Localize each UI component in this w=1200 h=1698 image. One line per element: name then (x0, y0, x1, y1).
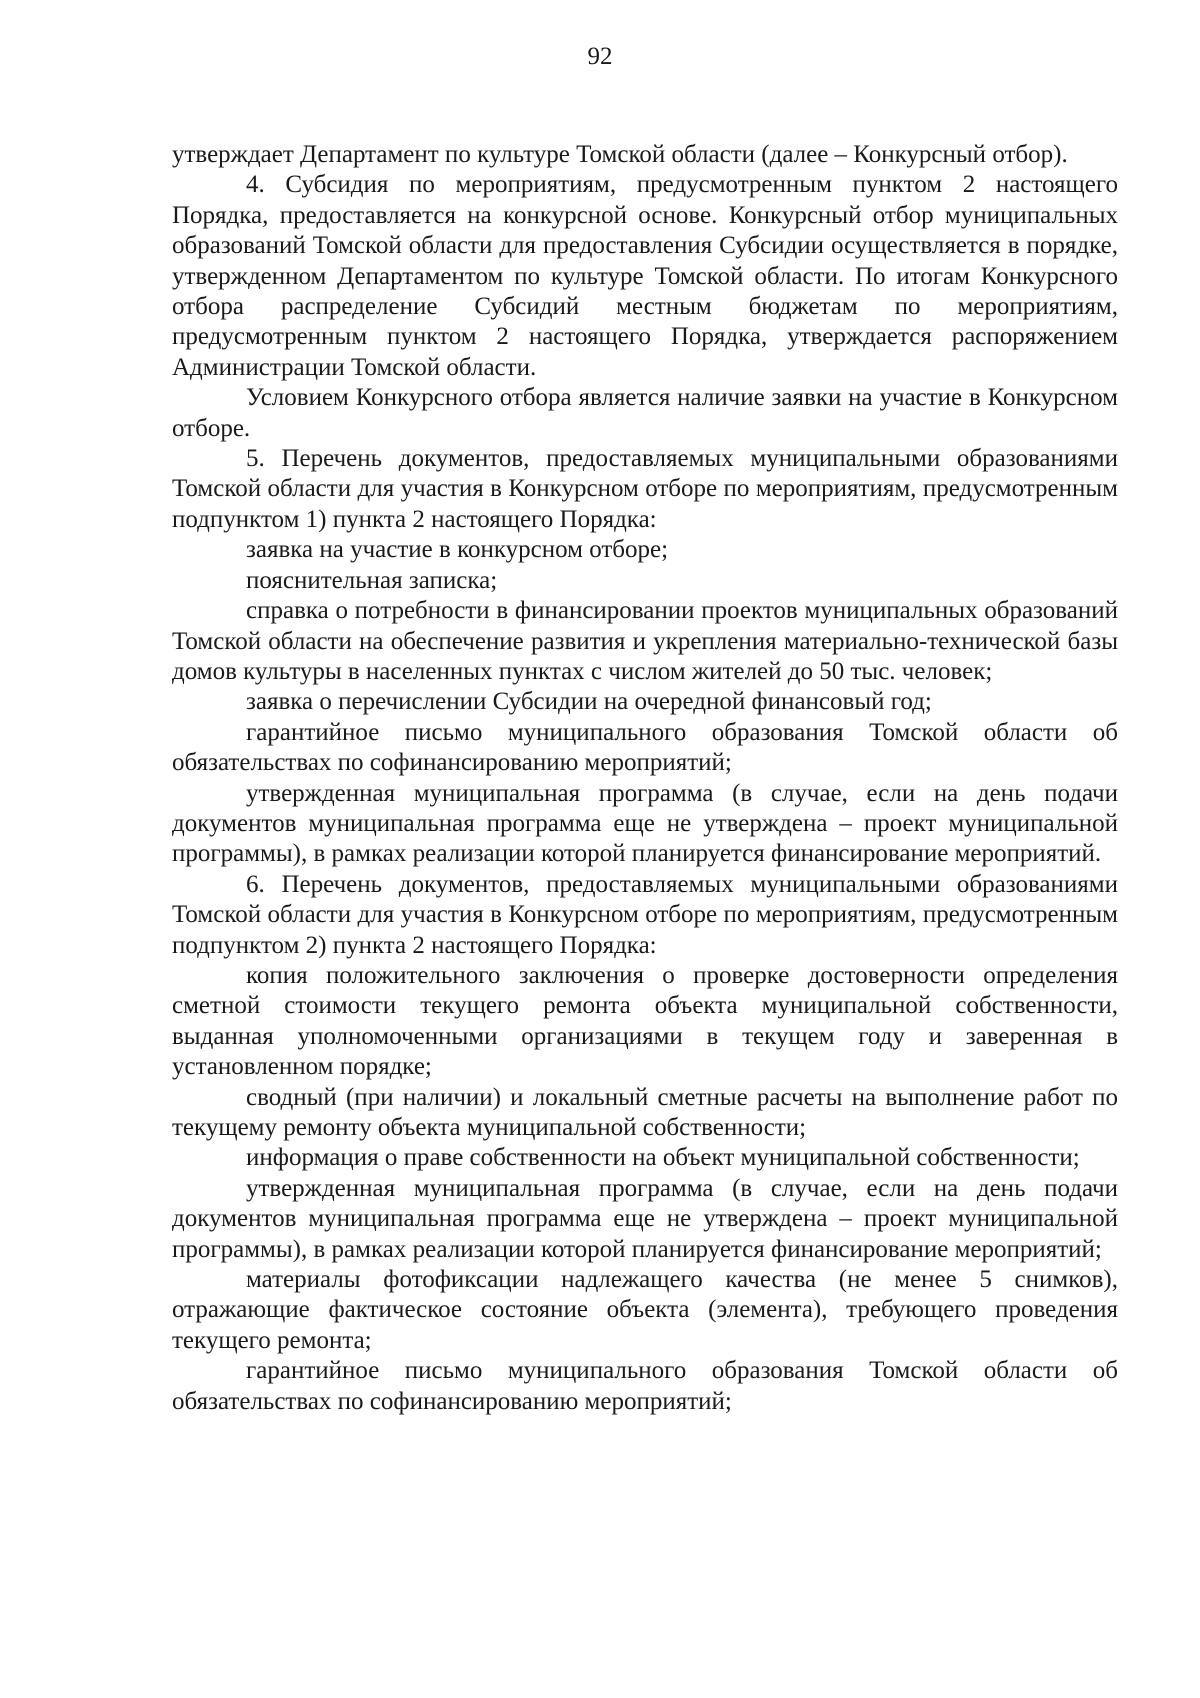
list-item: справка о потребности в финансировании проектов муниципальных образований Томской области на обеспечение развития и укрепления материально-технической базы домов культуры в населенных пунктах с числом жителей до 50 тыс. человек; (172, 597, 1118, 685)
page-number: 92 (587, 43, 613, 70)
list-item: заявка на участие в конкурсном отборе; (246, 536, 669, 564)
paragraph-item-6: 6. Перечень документов, предоставляемых муниципальными образованиями Томской области для участия в Конкурсном отборе по мероприятиям, предусмотренным подпунктом 2) пункта 2 настоящего Порядка: (172, 870, 1118, 959)
list-item: заявка о перечислении Субсидии на очередной финансовый год; (246, 688, 932, 716)
list-item: материалы фотофиксации надлежащего качества (не менее 5 снимков), отражающие фактическое состояние объекта (элемента), требующего проведения текущего ремонта; (172, 1266, 1118, 1354)
list-item: гарантийное письмо муниципального образования Томской области об обязательствах по софинансированию мероприятий; (172, 1357, 1118, 1415)
document-body (172, 140, 1118, 1417)
list-item: гарантийное письмо муниципального образования Томской области об обязательствах по софинансированию мероприятий; (172, 718, 1118, 777)
paragraph-item-4: 4. Субсидия по мероприятиям, предусмотренным пунктом 2 настоящего Порядка, предоставляется на конкурсной основе. Конкурсный отбор муниципальных образований Томской области для предоставления Субсидии осуществляется в порядке, утвержденном Департаментом по культуре Томской области. По итогам Конкурсного отбора распределение Субсидий местным бюджетам по мероприятиям, предусмотренным пунктом 2 настоящего Порядка, утверждается распоряжением Администрации Томской области. (172, 171, 1118, 381)
paragraph-continuation: утверждает Департамент по культуре Томской области (далее – Конкурсный отбор). (172, 141, 1068, 168)
list-item: сводный (при наличии) и локальный сметные расчеты на выполнение работ по текущему ремонту объекта муниципальной собственности; (172, 1083, 1118, 1141)
list-item: утвержденная муниципальная программа (в случае, если на день подачи документов муниципальная программа еще не утверждена – проект муниципальной программы), в рамках реализации которой планируется финансирование мероприятий; (172, 1174, 1118, 1263)
paragraph-condition: Условием Конкурсного отбора является наличие заявки на участие в Конкурсном отборе. (172, 384, 1118, 442)
list-item: копия положительного заключения о проверке достоверности определения сметной стоимости текущего ремонта объекта муниципальной собственности, выданная уполномоченными организациями в текущем году и заверенная в установленном порядке; (172, 961, 1118, 1081)
list-item: информация о праве собственности на объект муниципальной собственности; (246, 1144, 1080, 1172)
list-item: пояснительная записка; (246, 566, 498, 594)
paragraph-item-5: 5. Перечень документов, предоставляемых муниципальными образованиями Томской области для участия в Конкурсном отборе по мероприятиям, предусмотренным подпунктом 1) пункта 2 настоящего Порядка: (172, 445, 1118, 533)
list-item: утвержденная муниципальная программа (в случае, если на день подачи документов муниципальная программа еще не утверждена – проект муниципальной программы), в рамках реализации которой планируется финансирование мероприятий. (172, 779, 1118, 868)
